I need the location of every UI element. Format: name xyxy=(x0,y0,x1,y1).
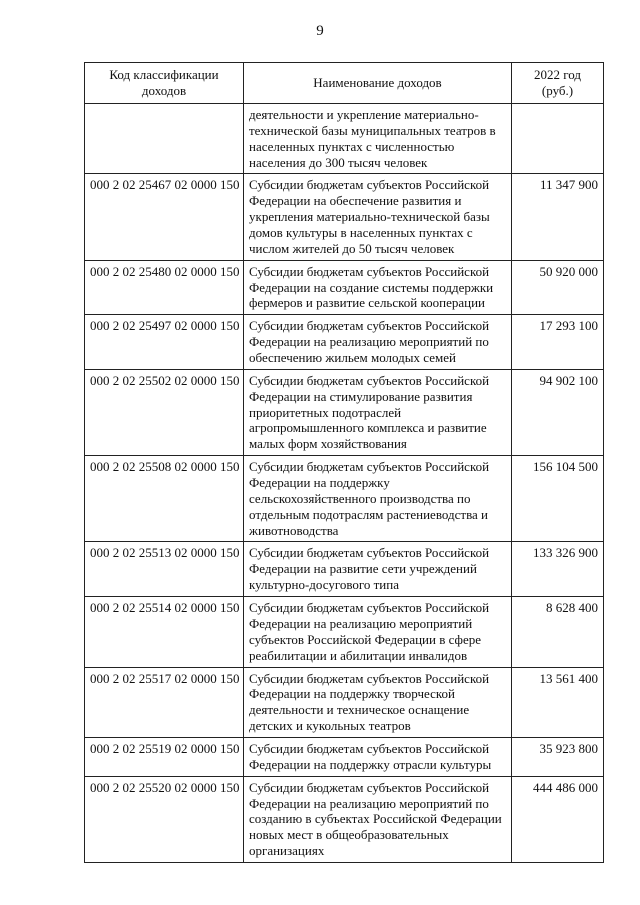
cell-amount: 13 561 400 xyxy=(512,667,604,737)
cell-code: 000 2 02 25497 02 0000 150 xyxy=(85,315,244,370)
cell-code: 000 2 02 25467 02 0000 150 xyxy=(85,174,244,260)
cell-name: Субсидии бюджетам субъектов Российской Федерации на реализацию мероприятий по созданию в субъектах Российской Федерации новых мест в общеобразовательных организациях xyxy=(244,776,512,862)
page-number: 9 xyxy=(316,23,324,39)
table-row xyxy=(85,369,604,455)
header-amount: 2022 год (руб.) xyxy=(512,63,604,104)
cell-name: Субсидии бюджетам субъектов Российской Федерации на поддержку сельскохозяйственного производства по отдельным подотраслям растениеводства и животноводства xyxy=(244,456,512,542)
table-row xyxy=(85,260,604,315)
header-code: Код классификации доходов xyxy=(85,63,244,104)
table-row xyxy=(85,737,604,776)
table-row xyxy=(85,315,604,370)
cell-code: 000 2 02 25514 02 0000 150 xyxy=(85,597,244,667)
cell-code: 000 2 02 25519 02 0000 150 xyxy=(85,737,244,776)
table-row xyxy=(85,776,604,862)
cell-amount: 133 326 900 xyxy=(512,542,604,597)
cell-code xyxy=(85,104,244,174)
cell-code: 000 2 02 25520 02 0000 150 xyxy=(85,776,244,862)
table-row xyxy=(85,597,604,667)
table-row xyxy=(85,667,604,737)
cell-name: Субсидии бюджетам субъектов Российской Федерации на реализацию мероприятий субъектов Российской Федерации в сфере реабилитации и абилитации инвалидов xyxy=(244,597,512,667)
cell-code: 000 2 02 25508 02 0000 150 xyxy=(85,456,244,542)
table-header-row xyxy=(85,63,604,104)
header-name: Наименование доходов xyxy=(244,63,512,104)
cell-amount: 35 923 800 xyxy=(512,737,604,776)
cell-name: деятельности и укрепление материально-технической базы муниципальных театров в населенных пунктах с численностью населения до 300 тысяч человек xyxy=(244,104,512,174)
cell-code: 000 2 02 25517 02 0000 150 xyxy=(85,667,244,737)
table-row xyxy=(85,456,604,542)
cell-amount: 156 104 500 xyxy=(512,456,604,542)
cell-amount: 50 920 000 xyxy=(512,260,604,315)
cell-name: Субсидии бюджетам субъектов Российской Федерации на обеспечение развития и укрепления материально-технической базы домов культуры в населенных пунктах с числом жителей до 50 тысяч человек xyxy=(244,174,512,260)
table-row xyxy=(85,542,604,597)
table-row xyxy=(85,174,604,260)
cell-name: Субсидии бюджетам субъектов Российской Федерации на реализацию мероприятий по обеспечению жильем молодых семей xyxy=(244,315,512,370)
cell-name: Субсидии бюджетам субъектов Российской Федерации на стимулирование развития приоритетных подотраслей агропромышленного комплекса и развитие малых форм хозяйствования xyxy=(244,369,512,455)
cell-name: Субсидии бюджетам субъектов Российской Федерации на поддержку отрасли культуры xyxy=(244,737,512,776)
cell-amount: 94 902 100 xyxy=(512,369,604,455)
cell-amount: 11 347 900 xyxy=(512,174,604,260)
table-row-continuation xyxy=(85,104,604,174)
cell-code: 000 2 02 25502 02 0000 150 xyxy=(85,369,244,455)
cell-code: 000 2 02 25513 02 0000 150 xyxy=(85,542,244,597)
cell-amount: 8 628 400 xyxy=(512,597,604,667)
income-table xyxy=(84,62,604,863)
cell-amount xyxy=(512,104,604,174)
cell-name: Субсидии бюджетам субъектов Российской Федерации на создание системы поддержки фермеров и развитие сельской кооперации xyxy=(244,260,512,315)
cell-code: 000 2 02 25480 02 0000 150 xyxy=(85,260,244,315)
cell-name: Субсидии бюджетам субъектов Российской Федерации на развитие сети учреждений культурно-досугового типа xyxy=(244,542,512,597)
cell-amount: 17 293 100 xyxy=(512,315,604,370)
cell-amount: 444 486 000 xyxy=(512,776,604,862)
cell-name: Субсидии бюджетам субъектов Российской Федерации на поддержку творческой деятельности и техническое оснащение детских и кукольных театров xyxy=(244,667,512,737)
